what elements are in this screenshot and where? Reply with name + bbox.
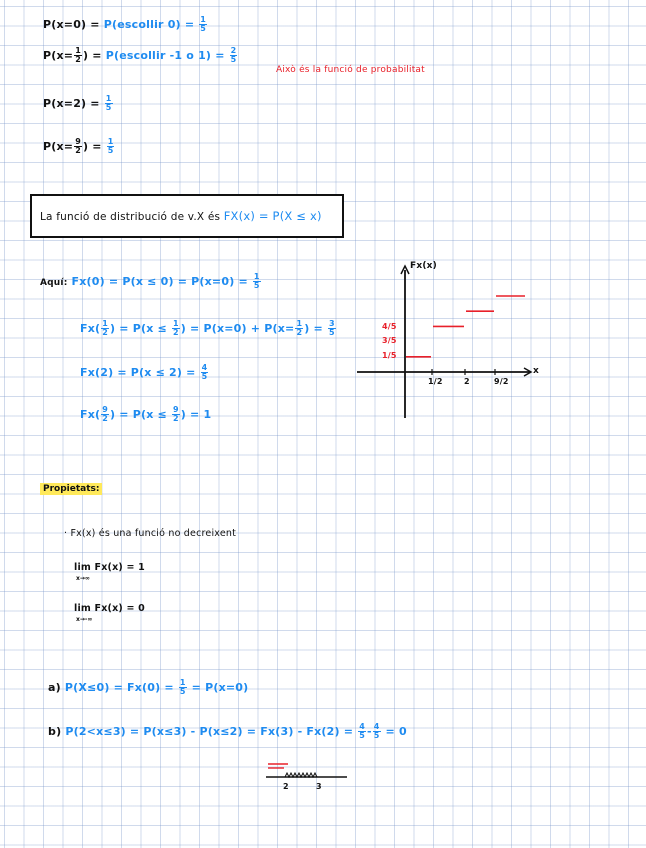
cdf-row-4-lhs: Fx( — [80, 407, 101, 421]
fraction: $\frac{2}{5}$ — [230, 46, 237, 65]
interval-hatch — [285, 773, 317, 777]
property-limit-inf-sub: x→∞ — [76, 575, 90, 582]
fraction: $\frac{9}{2}$ — [173, 405, 179, 424]
graph-ytick-4-5: 4/5 — [382, 322, 397, 331]
fraction: $\frac{1}{5}$ — [200, 15, 207, 34]
cdf-row-3-lhs: Fx(2) = P(x ≤ 2) = — [80, 365, 196, 379]
graph-ytick-1-5: 1/5 — [382, 351, 397, 360]
property-limit-neg-inf-sub: x→-∞ — [76, 616, 93, 623]
interval-tick-3: 3 — [316, 782, 322, 791]
answer-a-label: a) — [48, 680, 61, 694]
answer-b-label: b) — [48, 724, 62, 738]
cdf-label: Aquí: — [40, 277, 68, 288]
cdf-row-2-lhs: Fx( — [80, 321, 101, 335]
cdf-row-1-rhs: P(x ≤ 0) = P(x=0) = — [122, 274, 248, 288]
fraction: $\frac{1}{5}$ — [253, 272, 260, 291]
graph-ytick-3-5: 3/5 — [382, 336, 397, 345]
prob-line-3-lhs: P(x=2) = — [43, 96, 100, 110]
fraction: $\frac{9}{2}$ — [102, 405, 109, 424]
cdf-row-2-eq: ) = — [304, 321, 323, 335]
property-limit-inf: lim Fx(x) = 1 — [74, 562, 145, 573]
fraction: $\frac{1}{2}$ — [75, 46, 81, 65]
probability-function-note: Això és la funció de probabilitat — [276, 65, 425, 75]
fraction: $\frac{1}{5}$ — [105, 94, 112, 113]
graph-y-label: Fx(x) — [410, 261, 437, 271]
graph-xtick-9-2: 9/2 — [494, 377, 509, 386]
prob-line-1-lhs: P(x=0) = — [43, 17, 100, 31]
fraction: $\frac{3}{5}$ — [328, 319, 335, 338]
cdf-row-2-sum: ) = P(x=0) + P(x= — [180, 321, 295, 335]
cdf-row-4-eq: ) = 1 — [180, 407, 212, 421]
fraction: $\frac{9}{2}$ — [75, 137, 81, 156]
prob-line-2-eq: ) = — [82, 48, 102, 62]
prob-line-4-eq: ) = — [82, 139, 102, 153]
interval-tick-2: 2 — [283, 782, 289, 791]
definition-label: La funció de distribució de v.X és — [40, 211, 221, 223]
fraction: $\frac{4}{5}$ — [373, 722, 380, 741]
prob-line-1-rhs: P(escollir 0) = — [103, 17, 195, 31]
answer-a-end: = P(x=0) — [191, 680, 249, 694]
properties-title: Propietats: — [40, 483, 102, 495]
answer-b-end: = 0 — [385, 724, 407, 738]
cdf-row-2-p: ) = P(x ≤ — [110, 321, 167, 335]
fraction: $\frac{1}{5}$ — [179, 678, 186, 697]
answer-b-text: P(2<x≤3) = P(x≤3) - P(x≤2) = Fx(3) - Fx(2) = — [65, 724, 354, 738]
fraction: $\frac{1}{2}$ — [102, 319, 109, 338]
fraction: $\frac{4}{5}$ — [201, 363, 208, 382]
prob-line-4-lhs: P(x= — [43, 139, 74, 153]
prob-line-2-rhs: P(escollir -1 o 1) = — [105, 48, 225, 62]
prob-line-2-lhs: P(x= — [43, 48, 74, 62]
cdf-row-4-p: ) = P(x ≤ — [110, 407, 167, 421]
fraction: $\frac{1}{5}$ — [107, 137, 114, 156]
graph-xtick-2: 2 — [464, 377, 470, 386]
cdf-row-1-lhs: Fx(0) = — [71, 274, 119, 288]
fraction: $\frac{1}{2}$ — [173, 319, 179, 338]
fraction: $\frac{1}{2}$ — [296, 319, 303, 338]
graph-x-label: x — [533, 366, 540, 376]
answer-a-text: P(X≤0) = Fx(0) = — [64, 680, 174, 694]
property-non-decreasing: · Fx(x) és una funció no decreixent — [64, 528, 237, 539]
property-limit-neg-inf: lim Fx(x) = 0 — [74, 603, 145, 614]
graph-xtick-1-2: 1/2 — [428, 377, 443, 386]
fraction: $\frac{4}{5}$ — [359, 722, 365, 741]
answer-b-minus: - — [366, 724, 372, 738]
definition-formula: FX(x) = P(X ≤ x) — [223, 209, 322, 223]
